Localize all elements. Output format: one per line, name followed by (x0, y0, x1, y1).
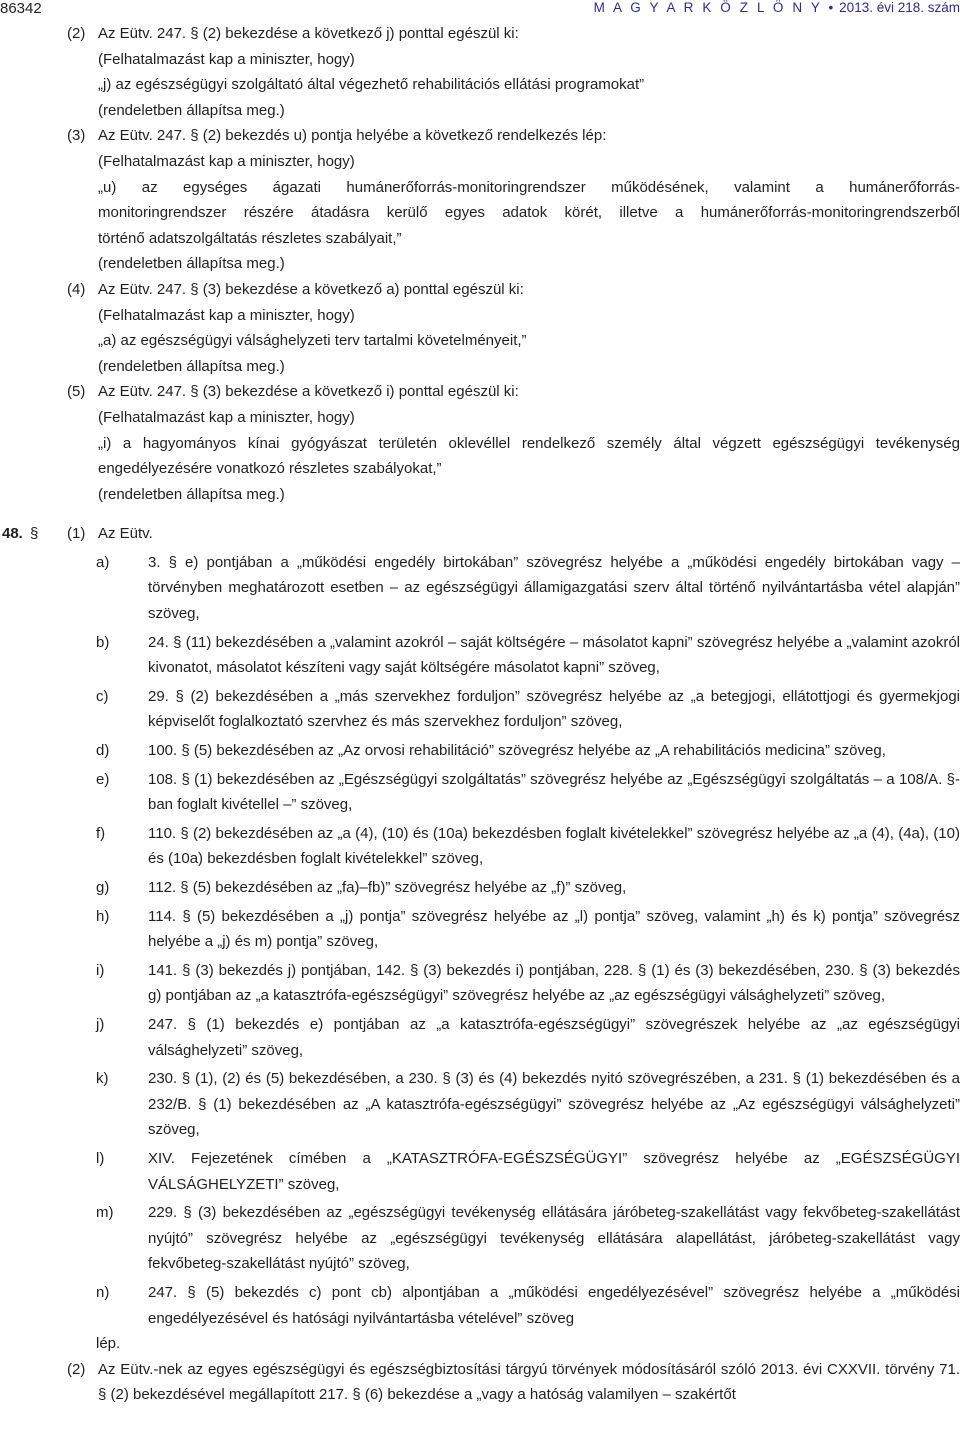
list-item-e (0, 767, 960, 818)
section-48 (0, 521, 960, 547)
list-item-letter: b) (96, 633, 110, 651)
list-item-j (0, 1012, 960, 1063)
list-item-letter: h) (96, 907, 110, 925)
authorization-line: (Felhatalmazást kap a miniszter, hogy) (98, 152, 355, 170)
list-item-i (0, 958, 960, 1009)
list-item-letter: d) (96, 742, 110, 760)
list-item-k (0, 1066, 960, 1143)
authorization-line: (Felhatalmazást kap a miniszter, hogy) (98, 50, 355, 68)
closing-line: (rendeletben állapítsa meg.) (98, 101, 285, 119)
list-item-l (0, 1146, 960, 1197)
closing-line: (rendeletben állapítsa meg.) (98, 255, 285, 273)
amendment-text-line2: monitoringrendszer részére átadásra kerülő egyes adatok körét, illetve a humánerőforrás-monitoringrendszerből (98, 204, 960, 222)
list-item-a (0, 550, 960, 627)
list-closing: lép. (96, 1335, 121, 1353)
amendment-text-line3: történő adatszolgáltatás részletes szabályait,” (98, 229, 402, 247)
bullet-separator: • (828, 0, 834, 15)
list-item-letter: j) (96, 1015, 105, 1033)
list-item-c (0, 684, 960, 735)
list-item-text: 3. § e) pontjában a „működési engedély birtokában” szövegrész helyébe a „működési engedély birtokában vagy – törvényben meghatározott esetben – az egészségügyi államigazgatási szerv által történő nyilvántartásba vétel alapján” szöveg, (148, 553, 960, 623)
list-item-text: 114. § (5) bekezdésében a „j) pontja” szövegrész helyébe az „l) pontja” szöveg, valamint „h) és k) pontja” szövegrész helyébe a „j) és m) pontja” szöveg, (148, 907, 960, 951)
page-header (0, 0, 960, 22)
list-item-letter: g) (96, 879, 110, 896)
list-item-text: 29. § (2) bekezdésében a „más szervekhez forduljon” szövegrész helyébe az „a betegjogi, ellátottjogi és gyermekjogi képviselőt foglalkoztató szervhez és más szervekhez forduljon” szöveg, (148, 687, 960, 731)
list-item-text: 247. § (5) bekezdés c) pont cb) alpontjában a „működési engedélyezésével” szövegrész helyébe a „működési engedélyezésével és hatósági nyilvántartásba vételével” szöveg (148, 1283, 960, 1327)
paragraph-2 (0, 21, 960, 47)
amendment-intro: Az Eütv. 247. § (2) bekezdése a következő j) ponttal egészül ki: (98, 25, 519, 42)
list-item-text: 110. § (2) bekezdésében az „a (4), (10) és (10a) bekezdésben foglalt kivételekkel” szövegrész helyébe az „a (4), (4a), (10) és (10a) bekezdésben foglalt kivételekkel” szöveg, (148, 824, 960, 868)
list-item-letter: e) (96, 770, 110, 788)
amendment-intro: Az Eütv. 247. § (3) bekezdése a következő a) ponttal egészül ki: (98, 280, 524, 298)
list-item-letter: i) (96, 961, 105, 979)
amendment-text-line1: „u) az egységes ágazati humánerőforrás-monitoringrendszer működésének, valamint a humánerőforrás- (98, 178, 960, 196)
section-48-paragraph-2 (0, 1357, 960, 1408)
paragraph-number: (2) (67, 25, 86, 42)
list-item-text: 230. § (1), (2) és (5) bekezdésében, a 230. § (3) és (4) bekezdés nyitó szövegrészében, a 231. § (1) bekezdésében és a 232/B. § (1) bekezdésében az „A katasztrófa-egészségügyi” szövegrész helyébe az „Az egészségügyi válsághelyzeti” szöveg, (148, 1070, 960, 1139)
paragraph-4 (0, 277, 960, 303)
list-item-letter: a) (96, 553, 110, 571)
paragraph-5 (0, 379, 960, 405)
publication-title (594, 0, 960, 15)
amendment-text-line2: engedélyezésére vonatkozó részletes szabályokat,” (98, 460, 442, 478)
document-body (0, 21, 960, 1408)
list-item-letter: n) (96, 1283, 110, 1301)
list-item-b (0, 630, 960, 681)
paragraph-3 (0, 123, 960, 149)
list-item-letter: m) (96, 1204, 114, 1222)
list-item-letter: c) (96, 687, 109, 705)
issue-number: 2013. évi 218. szám (839, 0, 960, 15)
amendment-intro: Az Eütv. 247. § (3) bekezdése a következő i) ponttal egészül ki: (98, 383, 519, 401)
section-intro: Az Eütv. (98, 525, 153, 543)
publication-name: M A G Y A R K Ö Z L Ö N Y (593, 0, 823, 15)
closing-line: (rendeletben állapítsa meg.) (98, 357, 285, 375)
list-item-text: 108. § (1) bekezdésében az „Egészségügyi szolgáltatás” szövegrész helyébe az „Egészségügyi szolgáltatás – a 108/A. §-ban foglalt kivétellel –” szöveg, (148, 770, 960, 814)
list-item-letter: f) (96, 824, 106, 842)
amendment-text: „a) az egészségügyi válsághelyzeti terv tartalmi követelményeit,” (98, 332, 527, 350)
list-item-g (0, 875, 960, 901)
list-item-letter: l) (96, 1149, 105, 1167)
paragraph-number: (2) (67, 1360, 86, 1378)
list-item-n (0, 1280, 960, 1331)
paragraph-number: (4) (67, 280, 86, 298)
authorization-line: (Felhatalmazást kap a miniszter, hogy) (98, 408, 355, 426)
paragraph-number: (5) (67, 383, 86, 401)
amendment-text: „j) az egészségügyi szolgáltató által végezhető rehabilitációs ellátási programokat” (98, 76, 645, 94)
paragraph-text: Az Eütv.-nek az egyes egészségügyi és egészségbiztosítási tárgyú törvények módosításáról szóló 2013. évi CXXVII. törvény 71. § (2) bekezdésével megállapított 217. § (6) bekezdése a „vagy a hatóság valamilyen – szakértőt (98, 1360, 960, 1404)
closing-line: (rendeletben állapítsa meg.) (98, 485, 285, 503)
amendment-text-line1: „i) a hagyományos kínai gyógyászat területén oklevéllel rendelkező személy által végzett egészségügyi tevékenység (98, 434, 960, 452)
section-number: 48. (2, 525, 23, 543)
paragraph-number: (1) (67, 525, 86, 543)
list-item-h (0, 904, 960, 955)
list-item-letter: k) (96, 1070, 109, 1088)
list-item-text: 100. § (5) bekezdésében az „Az orvosi rehabilitáció” szövegrész helyébe az „A rehabilitációs medicina” szöveg, (148, 742, 886, 760)
list-item-text: 247. § (1) bekezdés e) pontjában az „a katasztrófa-egészségügyi” szövegrészek helyébe az „az egészségügyi válsághelyzeti” szöveg, (148, 1015, 960, 1059)
list-item-text: 141. § (3) bekezdés j) pontjában, 142. § (3) bekezdés i) pontjában, 228. § (1) és (3) bekezdésében, 230. § (3) bekezdés g) pontjában az „a katasztrófa-egészségügyi” szövegrész helyébe az „az egészségügyi válsághelyzeti” szöveg, (148, 961, 960, 1005)
section-sign: § (30, 525, 39, 543)
list-item-text: XIV. Fejezetének címében a „KATASZTRÓFA-EGÉSZSÉGÜGYI” szövegrész helyébe az „EGÉSZSÉGÜGYI VÁLSÁGHELYZETI” szöveg, (148, 1149, 960, 1193)
list-item-f (0, 821, 960, 872)
authorization-line: (Felhatalmazást kap a miniszter, hogy) (98, 306, 355, 324)
list-item-text: 229. § (3) bekezdésében az „egészségügyi tevékenység ellátására járóbeteg-szakellátást vagy fekvőbeteg-szakellátást nyújtó” szövegrész helyébe az „egészségügyi tevékenység ellátására alapellátást, járóbeteg-szakellátást vagy fekvőbeteg-szakellátást nyújtó” szöveg, (148, 1204, 960, 1273)
list-item-text: 24. § (11) bekezdésében a „valamint azokról – saját költségére – másolatot kapni” szövegrész helyébe a „valamint azokról kivonatot, másolatot készíteni vagy saját költségére másolatot kapni” szöveg, (148, 633, 960, 677)
page-number: 86342 (0, 0, 42, 17)
list-item-d (0, 738, 960, 764)
list-item-m (0, 1200, 960, 1277)
amendment-intro: Az Eütv. 247. § (2) bekezdés u) pontja helyébe a következő rendelkezés lép: (98, 127, 607, 145)
list-item-text: 112. § (5) bekezdésében az „fa)–fb)” szövegrész helyébe az „f)” szöveg, (148, 879, 627, 896)
paragraph-number: (3) (67, 127, 86, 145)
